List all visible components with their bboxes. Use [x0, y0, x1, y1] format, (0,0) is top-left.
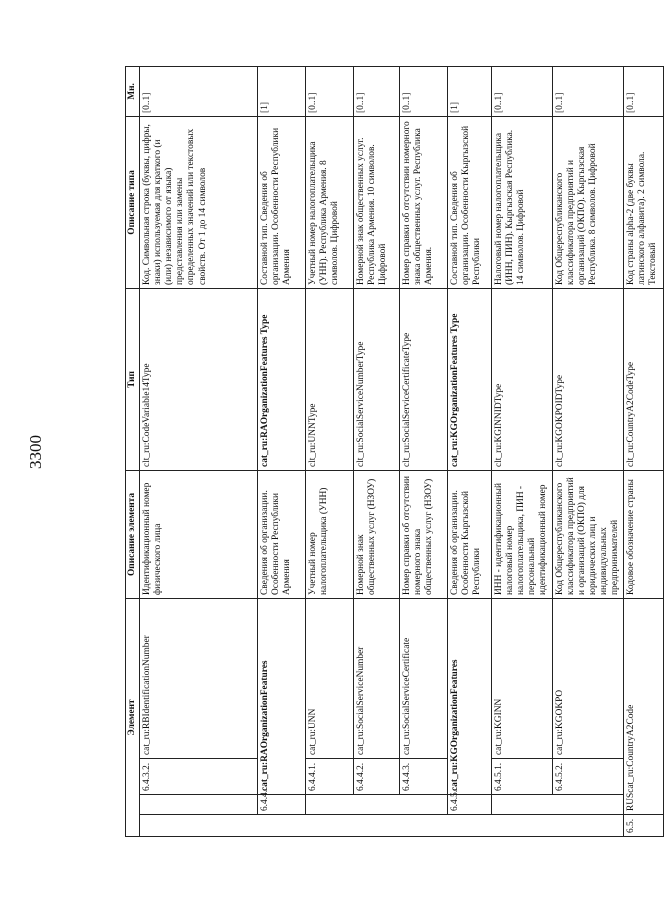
- table-row: [624, 66, 664, 836]
- element-name: RUScat_ru:CountryA2Code: [624, 598, 664, 814]
- header-multiplicity: Мн.: [126, 66, 140, 116]
- type-description: Составной тип. Сведения об организации. Особенности Кыргызской Республики: [448, 116, 492, 288]
- header-element-description: Описание элемента: [126, 470, 140, 598]
- element-name: cat_ru:RBIdentificationNumber: [140, 598, 258, 758]
- multiplicity: [0..1]: [552, 66, 624, 116]
- type-description: Код. Символьная строка (буквы, цифры, знаки) используемая для краткого (и (или) независимого от языка) представления или замены определенных значений или текстовых свойств. От 1 до 14 символов: [140, 116, 258, 288]
- table-row: [354, 66, 400, 836]
- header-type-description: Описание типа: [126, 116, 140, 288]
- multiplicity: [0..1]: [140, 66, 258, 116]
- element-description: Сведения об организации. Особенности Кыргызской Республики: [448, 470, 492, 598]
- table-row: [140, 66, 258, 836]
- type-description: Составной тип. Сведения об организации. Особенности Республики Армения: [258, 116, 306, 288]
- specification-table: [125, 66, 664, 837]
- element-name: cat_ru:SocialServiceNumber: [354, 598, 400, 758]
- type-name: clt_ru:UNNType: [306, 288, 354, 470]
- element-description: Номер справки об отсутствии номерного знака общественных услуг (НЗОУ): [400, 470, 448, 598]
- type-description: Код Общереспубликанского классификатора предприятий и организаций (ОКПО). Кыргызская Республика. 8 символов. Цифровой: [552, 116, 624, 288]
- element-description: Код Общереспубликанского классификатора предприятий и организаций (ОКПО) для юридических лиц и индивидуальных предпринимателей: [552, 470, 624, 598]
- element-description: Идентификационный номер физического лица: [140, 470, 258, 598]
- multiplicity: [0..1]: [624, 66, 664, 116]
- multiplicity: [0..1]: [306, 66, 354, 116]
- row-number: 6.4.5.1.: [492, 759, 552, 795]
- element-description: Сведения об организации. Особенности Республики Армения: [258, 470, 306, 598]
- type-description: Учетный номер налогоплательщика (УНН). Республика Армения. 8 символов. Цифровой: [306, 116, 354, 288]
- row-number: 6.4.5.: [448, 795, 492, 815]
- multiplicity: [1]: [448, 66, 492, 116]
- element-name: cat_ru:KGOrganizationFeatures: [448, 598, 492, 794]
- element-description: ИНН - идентификационный налоговый номер налогоплательщика, ПИН - персональный идентификационный номер: [492, 470, 552, 598]
- type-description: Номер справки об отсутствии номерного знака общественных услуг. Республика Армения.: [400, 116, 448, 288]
- element-name: cat_ru:KGOKPO: [552, 598, 624, 758]
- header-type: Тип: [126, 288, 140, 470]
- row-number: 6.4.3.2.: [140, 759, 258, 795]
- table-row: [400, 66, 448, 836]
- type-name: clt_ru:KGOKPOIDType: [552, 288, 624, 470]
- element-name: cat_ru:KGINN: [492, 598, 552, 758]
- type-name: clt_ru:KGINNIDType: [492, 288, 552, 470]
- type-description: Налоговый номер налогоплательщика (ИНН, ПИН). Кыргызская Республика. 14 символов. Цифровой: [492, 116, 552, 288]
- element-name: cat_ru:UNN: [306, 598, 354, 758]
- table-header-row: [126, 66, 140, 836]
- row-number: 6.4.4.3.: [400, 759, 448, 795]
- element-description: Учетный номер налогоплательщика (УНН): [306, 470, 354, 598]
- type-description: Номерной знак общественных услуг. Республика Армения. 10 символов. Цифровой: [354, 116, 400, 288]
- multiplicity: [0..1]: [354, 66, 400, 116]
- multiplicity: [1]: [258, 66, 306, 116]
- row-number: 6.4.4.2.: [354, 759, 400, 795]
- type-name: clt_ru:CodeVariable14Type: [140, 288, 258, 470]
- element-name: cat_ru:RAOrganizationFeatures: [258, 598, 306, 794]
- header-element: Элемент: [126, 598, 140, 836]
- multiplicity: [0..1]: [400, 66, 448, 116]
- page-number: 3300: [26, 435, 45, 469]
- table-row: [492, 66, 552, 836]
- element-name: cat_ru:SocialServiceCertificate: [400, 598, 448, 758]
- type-name: clt_ru:SocialServiceNumberType: [354, 288, 400, 470]
- rotated-page-content: [125, 67, 659, 837]
- type-name: cat_ru:KGOrganizationFeatures Type: [448, 288, 492, 470]
- table-row: [448, 66, 492, 836]
- row-number: 6.4.5.2.: [552, 759, 624, 795]
- row-number: 6.4.4.: [258, 795, 306, 815]
- row-number: 6.5.: [624, 815, 664, 837]
- table-row: [258, 66, 306, 836]
- type-description: Код страны alpha-2 (две буквы латинского алфавита). 2 символа. Текстовый: [624, 116, 664, 288]
- table-row: [306, 66, 354, 836]
- row-number: 6.4.4.1.: [306, 759, 354, 795]
- type-name: clt_ru:SocialServiceCertificateType: [400, 288, 448, 470]
- multiplicity: [0..1]: [492, 66, 552, 116]
- element-description: Номерной знак общественных услуг (НЗОУ): [354, 470, 400, 598]
- element-description: Кодовое обозначение страны: [624, 470, 664, 598]
- table-row: [552, 66, 624, 836]
- type-name: clt_ru:CountryA2CodeType: [624, 288, 664, 470]
- type-name: cat_ru:RAOrganizationFeatures Type: [258, 288, 306, 470]
